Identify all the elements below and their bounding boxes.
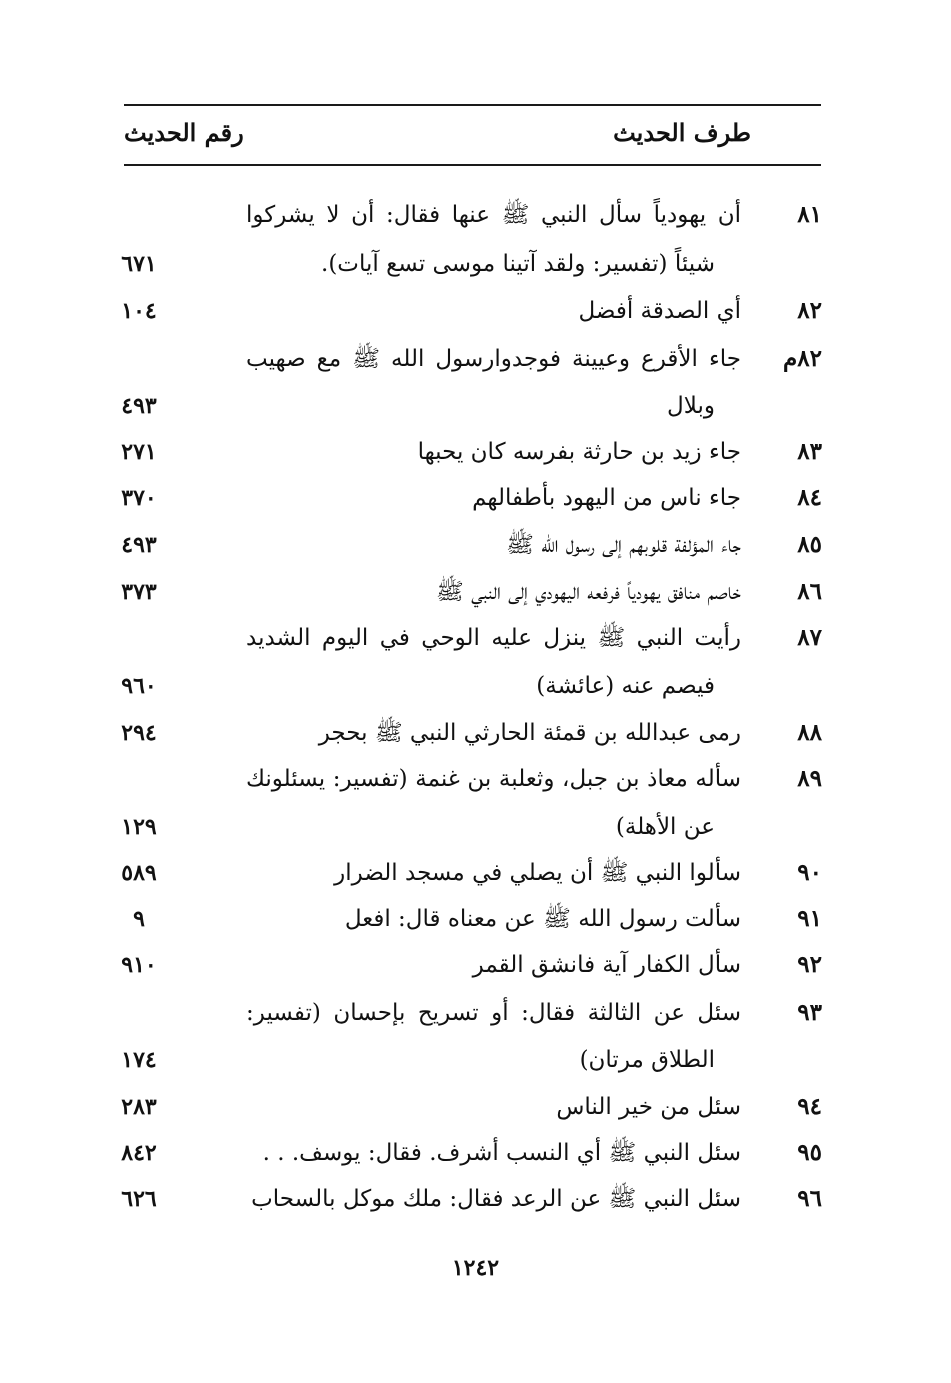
entry-number: ٨٩	[797, 765, 822, 792]
entry-text: سأله معاذ بن جبل، وثعلبة بن غنمة (تفسير: يسئلونك	[246, 766, 741, 792]
hadith-number: ١٢٩	[121, 814, 157, 840]
hadith-number: ٥٨٩	[121, 860, 157, 886]
list-item	[0, 896, 951, 942]
entry-number: ٨٣	[797, 438, 822, 465]
entry-text: سئل النبي ﷺ عن الرعد فقال: ملك موكل بالسحاب	[251, 1186, 741, 1212]
entry-number: ٩٥	[797, 1139, 822, 1166]
entry-text: جاء زيد بن حارثة بفرسه كان يحبها	[417, 439, 741, 465]
entry-number: ٩٣	[797, 999, 822, 1026]
list-item	[0, 569, 951, 615]
entry-text: فيصم عنه (عائشة)	[536, 673, 715, 699]
list-item-continuation	[0, 241, 951, 287]
entry-number: ٨٦	[797, 578, 822, 605]
entry-text: سألوا النبي ﷺ أن يصلي في مسجد الضرار	[334, 860, 741, 886]
hadith-number: ٩	[133, 906, 145, 932]
hadith-number: ١٧٤	[121, 1047, 157, 1073]
entry-text: سأل الكفار آية فانشق القمر	[472, 952, 741, 978]
list-item-continuation	[0, 804, 951, 850]
list-item	[0, 429, 951, 475]
hadith-number: ٩٦٠	[121, 673, 157, 699]
column-header-hadith-number: رقم الحديث	[124, 118, 244, 147]
entry-text: خاصم منافق يهودياً فرفعه اليهودي إلى النبي ﷺ	[436, 579, 741, 605]
hadith-number: ٦٢٦	[121, 1186, 157, 1212]
entry-number: ٩٢	[797, 951, 822, 978]
list-item	[0, 615, 951, 661]
entry-text: سئل النبي ﷺ أي النسب أشرف. فقال: يوسف. . .	[262, 1140, 741, 1166]
column-header-hadith-text: طرف الحديث	[613, 118, 751, 147]
list-item	[0, 942, 951, 988]
hadith-number: ٢٨٣	[121, 1094, 157, 1120]
entry-number: ٨٧	[797, 624, 822, 651]
hadith-number: ٢٧١	[121, 439, 157, 465]
entry-number: ٨١	[797, 201, 822, 228]
list-item	[0, 1084, 951, 1130]
entry-text: وبلال	[667, 393, 715, 419]
entry-text: رمى عبدالله بن قمئة الحارثي النبي ﷺ بحجر	[318, 720, 741, 746]
list-item-continuation	[0, 663, 951, 709]
list-item	[0, 1130, 951, 1176]
entry-text: عن الأهلة)	[615, 814, 715, 840]
entry-text: جاء الأقرع وعيينة فوجدوارسول الله ﷺ مع صهيب	[246, 346, 741, 372]
hadith-number: ٦٧١	[121, 251, 157, 277]
list-item	[0, 522, 951, 568]
top-rule	[124, 104, 821, 106]
entry-number: ٨٢	[797, 297, 822, 324]
entry-number: ٨٢م	[783, 345, 822, 372]
list-item-continuation	[0, 383, 951, 429]
entry-text: سألت رسول الله ﷺ عن معناه قال: افعل	[344, 906, 741, 932]
entry-number: ٨٤	[797, 484, 822, 511]
hadith-number: ١٠٤	[121, 298, 157, 324]
hadith-number: ٢٩٤	[121, 720, 157, 746]
hadith-number: ٣٧٣	[121, 579, 157, 605]
entry-text: شيئاً (تفسير: ولقد آتينا موسى تسع آيات).	[321, 251, 715, 277]
list-item	[0, 710, 951, 756]
entry-number: ٩٤	[797, 1093, 822, 1120]
list-item	[0, 475, 951, 521]
hadith-number: ٩١٠	[121, 952, 157, 978]
entry-text: الطلاق مرتان)	[579, 1047, 715, 1073]
entry-text: أن يهودياً سأل النبي ﷺ عنها فقال: أن لا يشركوا	[246, 202, 741, 228]
entry-number: ٨٥	[797, 531, 822, 558]
entry-number: ٩٦	[797, 1185, 822, 1212]
list-item	[0, 1176, 951, 1222]
entry-number: ٩٠	[797, 859, 822, 886]
entry-text: أي الصدقة أفضل	[578, 298, 741, 324]
entry-text: سئل من خير الناس	[556, 1094, 741, 1120]
hadith-number: ٤٩٣	[121, 532, 157, 558]
entry-number: ٩١	[797, 905, 822, 932]
header-rule	[124, 164, 821, 166]
list-item	[0, 756, 951, 802]
hadith-number: ٨٤٢	[121, 1140, 157, 1166]
entry-text: رأيت النبي ﷺ ينزل عليه الوحي في اليوم الشديد	[246, 625, 741, 651]
entry-number: ٨٨	[797, 719, 822, 746]
hadith-number: ٤٩٣	[121, 393, 157, 419]
list-item	[0, 990, 951, 1036]
entry-text: جاء ناس من اليهود بأطفالهم	[472, 485, 741, 511]
page-number: ١٢٤٢	[451, 1255, 500, 1281]
entry-text: جاء المؤلفة قلوبهم إلى رسول الله ﷺ	[506, 532, 741, 558]
list-item	[0, 192, 951, 238]
list-item	[0, 288, 951, 334]
hadith-number: ٣٧٠	[121, 485, 157, 511]
list-item	[0, 336, 951, 382]
list-item-continuation	[0, 1037, 951, 1083]
entry-text: سئل عن الثالثة فقال: أو تسريح بإحسان (تفسير:	[246, 1000, 741, 1026]
list-item	[0, 850, 951, 896]
